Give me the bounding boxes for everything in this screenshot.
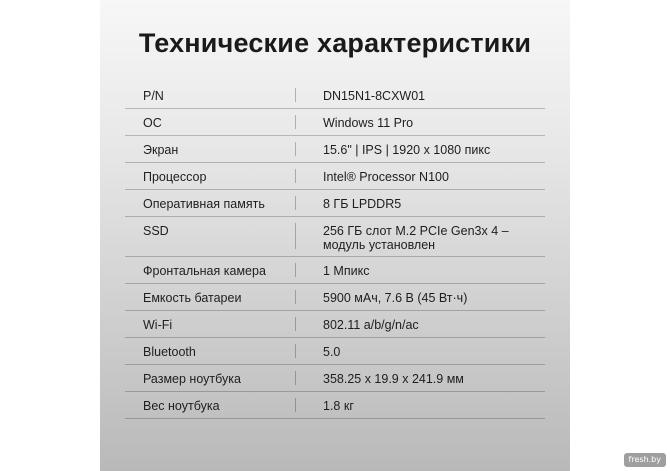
column-divider: [295, 169, 296, 183]
spec-label: Вес ноутбука: [143, 399, 220, 413]
spec-label: Bluetooth: [143, 345, 196, 359]
spec-label: Фронтальная камера: [143, 264, 266, 278]
spec-row-screen: [125, 136, 545, 163]
spec-label: Оперативная память: [143, 197, 265, 211]
spec-row-size: [125, 365, 545, 392]
spec-value: 358.25 x 19.9 x 241.9 мм: [323, 372, 464, 386]
spec-label: Экран: [143, 143, 179, 157]
spec-value: 1.8 кг: [323, 399, 354, 413]
spec-label: ОС: [143, 116, 162, 130]
column-divider: [295, 223, 296, 249]
spec-row-battery: [125, 284, 545, 311]
spec-value: Windows 11 Pro: [323, 116, 414, 130]
spec-value: 15.6" | IPS | 1920 x 1080 пикс: [323, 143, 491, 157]
column-divider: [295, 317, 296, 331]
column-divider: [295, 290, 296, 304]
spec-card: [100, 0, 570, 471]
spec-value: 802.11 a/b/g/n/ac: [323, 318, 419, 332]
spec-value: 256 ГБ слот M.2 PCIe Gen3x 4 – модуль установлен: [323, 224, 509, 252]
spec-label: P/N: [143, 89, 164, 103]
spec-value: 5.0: [323, 345, 341, 359]
column-divider: [295, 115, 296, 129]
column-divider: [295, 371, 296, 385]
column-divider: [295, 263, 296, 277]
spec-label: Размер ноутбука: [143, 372, 241, 386]
spec-row-wifi: [125, 311, 545, 338]
spec-label: SSD: [143, 224, 169, 238]
column-divider: [295, 196, 296, 210]
spec-label: Wi-Fi: [143, 318, 173, 332]
spec-value: 8 ГБ LPDDR5: [323, 197, 402, 211]
column-divider: [295, 398, 296, 412]
spec-row-cpu: [125, 163, 545, 190]
spec-value: Intel® Processor N100: [323, 170, 449, 184]
spec-row-ram: [125, 190, 545, 217]
spec-value: DN15N1-8CXW01: [323, 89, 426, 103]
watermark-badge: fresh.by: [624, 453, 666, 467]
column-divider: [295, 142, 296, 156]
spec-row-os: [125, 109, 545, 136]
spec-label: Процессор: [143, 170, 207, 184]
column-divider: [295, 344, 296, 358]
spec-row-pn: [125, 82, 545, 109]
spec-row-weight: [125, 392, 545, 419]
page-title: Технические характеристики: [138, 28, 532, 58]
spec-table: [125, 82, 545, 419]
column-divider: [295, 88, 296, 102]
spec-label: Емкость батареи: [143, 291, 242, 305]
spec-row-ssd: [125, 217, 545, 257]
spec-row-bluetooth: [125, 338, 545, 365]
spec-value: 5900 мАч, 7.6 В (45 Вт·ч): [323, 291, 468, 305]
spec-value: 1 Мпикс: [323, 264, 370, 278]
spec-row-camera: [125, 257, 545, 284]
